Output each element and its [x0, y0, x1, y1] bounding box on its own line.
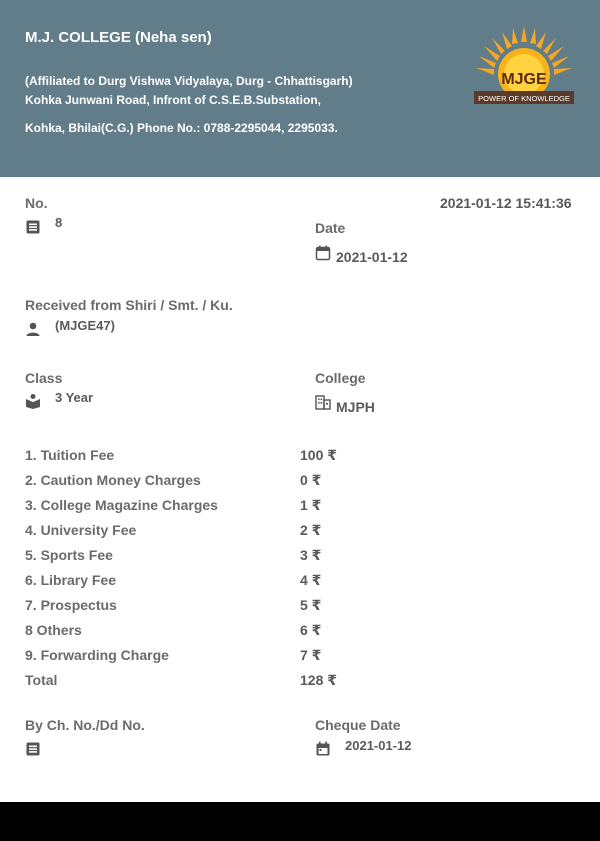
college-header [0, 0, 600, 177]
fee-label: 2. Caution Money Charges [25, 472, 201, 488]
fee-amount: 0 ₹ [300, 472, 322, 488]
calendar-icon [315, 245, 331, 261]
date-value: 2021-01-12 [336, 249, 408, 265]
class-label: Class [25, 370, 63, 386]
college-label: College [315, 370, 366, 386]
fee-total-amount: 128 ₹ [300, 672, 337, 688]
class-value: 3 Year [55, 390, 94, 405]
college-logo [472, 24, 576, 106]
fee-row [25, 522, 585, 542]
receipt-no-value: 8 [55, 215, 63, 230]
fee-row [25, 647, 585, 667]
fee-amount: 6 ₹ [300, 622, 322, 638]
fee-label: 7. Prospectus [25, 597, 117, 613]
college-name: M.J. COLLEGE (Neha sen) [25, 29, 212, 46]
receipt-no-label: No. [25, 195, 48, 211]
fee-total-row [25, 672, 585, 692]
fee-label: 3. College Magazine Charges [25, 497, 218, 513]
receipt-timestamp: 2021-01-12 15:41:36 [440, 195, 572, 211]
fee-amount: 100 ₹ [300, 447, 337, 463]
cheque-no-label: By Ch. No./Dd No. [25, 717, 145, 733]
fee-row [25, 472, 585, 492]
fee-total-label: Total [25, 672, 58, 688]
fee-amount: 5 ₹ [300, 597, 322, 613]
received-from-label: Received from Shiri / Smt. / Ku. [25, 297, 233, 313]
fee-row [25, 597, 585, 617]
fee-row [25, 497, 585, 517]
address-line-2: Kohka, Bhilai(C.G.) Phone No.: 0788-2295044, 2295033. [25, 121, 338, 135]
cheque-date-value: 2021-01-12 [345, 738, 412, 753]
fee-amount: 1 ₹ [300, 497, 322, 513]
fee-label: 1. Tuition Fee [25, 447, 115, 463]
fee-label: 9. Forwarding Charge [25, 647, 169, 663]
logo-text: MJGE [501, 71, 547, 88]
fee-amount: 3 ₹ [300, 547, 322, 563]
fee-label: 8 Others [25, 622, 82, 638]
class-book-icon [25, 393, 41, 409]
affiliation-text: (Affiliated to Durg Vishwa Vidyalaya, Durg - Chhattisgarh) [25, 74, 353, 88]
date-label: Date [315, 220, 346, 236]
person-icon [25, 321, 41, 337]
received-from-value: (MJGE47) [55, 318, 115, 333]
fee-row [25, 547, 585, 567]
logo-tagline: POWER OF KNOWLEDGE [478, 94, 570, 103]
fee-row [25, 572, 585, 592]
cheque-list-icon [25, 741, 41, 757]
fee-label: 5. Sports Fee [25, 547, 113, 563]
fee-amount: 7 ₹ [300, 647, 322, 663]
fee-amount: 4 ₹ [300, 572, 322, 588]
fee-amount: 2 ₹ [300, 522, 322, 538]
receipt-list-icon [25, 219, 41, 235]
fee-row [25, 447, 585, 467]
building-icon [315, 394, 331, 410]
address-line-1: Kohka Junwani Road, Infront of C.S.E.B.Substation, [25, 93, 322, 107]
fee-label: 6. Library Fee [25, 572, 117, 588]
cheque-calendar-icon [315, 741, 331, 757]
cheque-date-label: Cheque Date [315, 717, 401, 733]
fee-row [25, 622, 585, 642]
fee-label: 4. University Fee [25, 522, 137, 538]
college-value: MJPH [336, 399, 375, 415]
